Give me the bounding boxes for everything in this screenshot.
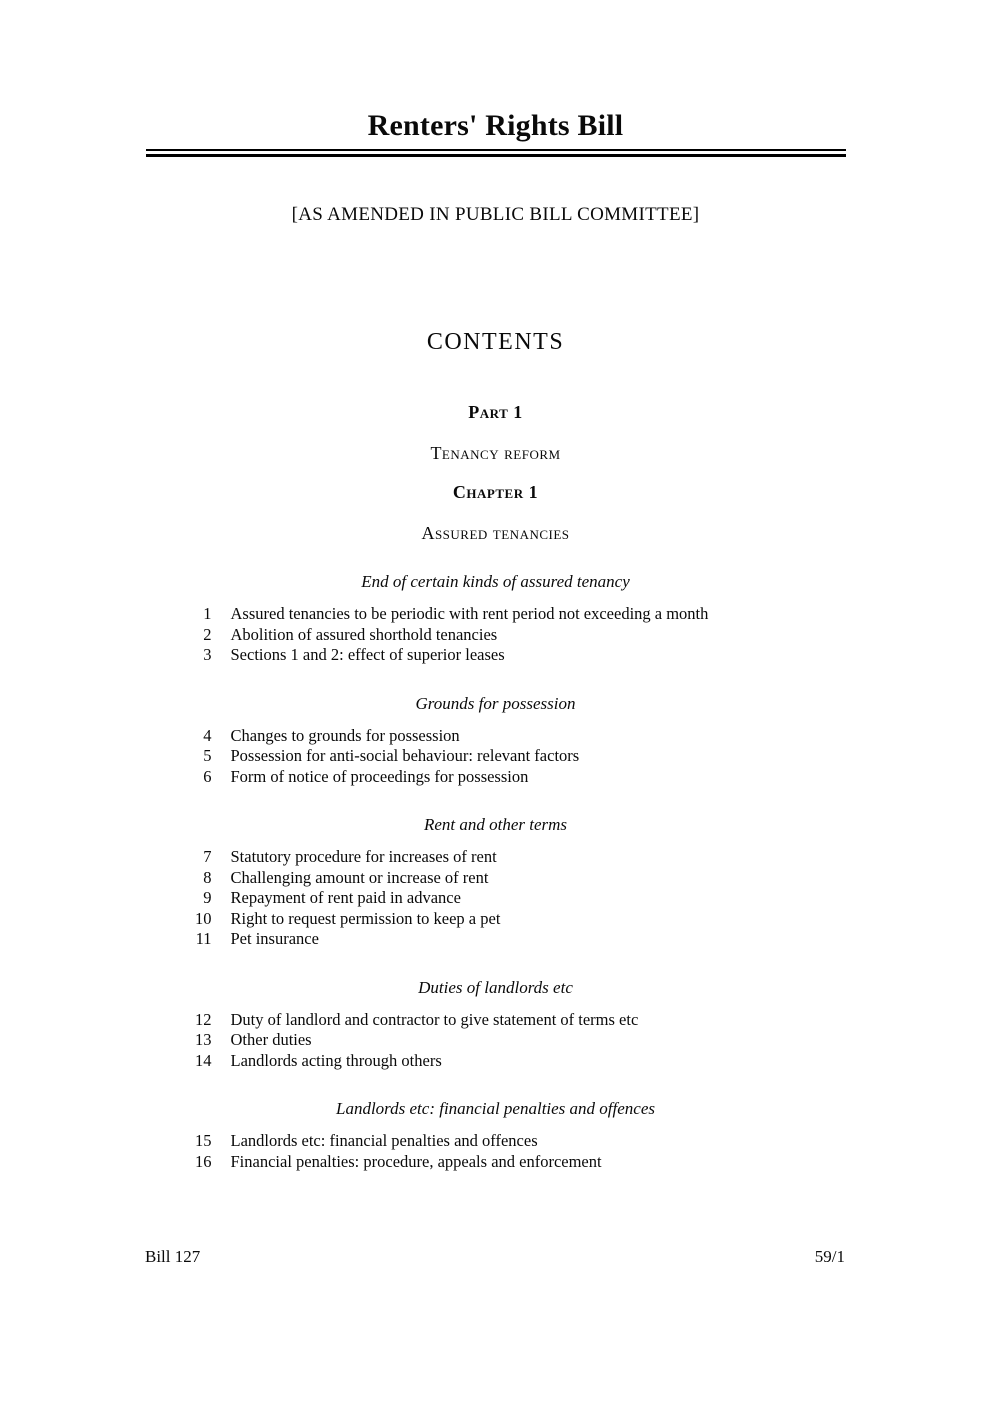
section-number: 7 bbox=[203, 847, 212, 866]
toc-item bbox=[146, 645, 846, 666]
toc-group bbox=[146, 726, 846, 788]
toc-item bbox=[146, 1030, 846, 1051]
toc-item bbox=[146, 909, 846, 930]
session-number: 59/1 bbox=[814, 1247, 845, 1266]
group-heading: Landlords etc: financial penalties and offences bbox=[335, 1099, 655, 1118]
toc-item bbox=[146, 1051, 846, 1072]
section-number: 15 bbox=[195, 1131, 212, 1150]
section-title: Repayment of rent paid in advance bbox=[230, 888, 461, 907]
group-heading: Grounds for possession bbox=[415, 693, 576, 713]
part-label: Part 1 bbox=[468, 402, 523, 422]
section-title: Financial penalties: procedure, appeals and enforcement bbox=[230, 1151, 602, 1171]
section-title: Duty of landlord and contractor to give statement of terms etc bbox=[230, 1009, 639, 1029]
section-title: Landlords acting through others bbox=[230, 1050, 442, 1070]
toc-item bbox=[146, 868, 846, 889]
section-number: 14 bbox=[195, 1050, 212, 1070]
bill-number: Bill 127 bbox=[145, 1247, 201, 1266]
section-title: Right to request permission to keep a pet bbox=[230, 908, 501, 928]
group-heading: Rent and other terms bbox=[423, 815, 568, 834]
page-title: Renters' Rights Bill bbox=[367, 109, 624, 142]
page-footer bbox=[145, 1246, 845, 1268]
contents-heading: CONTENTS bbox=[426, 329, 565, 355]
section-number: 3 bbox=[203, 645, 212, 664]
section-title: Pet insurance bbox=[230, 929, 319, 948]
toc-group bbox=[146, 847, 846, 950]
toc-item bbox=[146, 1131, 846, 1152]
toc-item bbox=[146, 767, 846, 788]
section-title: Form of notice of proceedings for possession bbox=[230, 766, 529, 786]
chapter-title: Assured tenancies bbox=[421, 523, 570, 543]
toc-item bbox=[146, 888, 846, 909]
section-title: Abolition of assured shorthold tenancies bbox=[230, 624, 498, 644]
toc-group bbox=[146, 1010, 846, 1072]
section-number: 6 bbox=[203, 766, 212, 786]
toc-item bbox=[146, 847, 846, 868]
part-title: Tenancy reform bbox=[430, 443, 561, 463]
section-title: Statutory procedure for increases of rent bbox=[230, 847, 497, 866]
section-title: Assured tenancies to be periodic with rent period not exceeding a month bbox=[230, 604, 709, 623]
section-number: 13 bbox=[195, 1030, 212, 1049]
section-title: Possession for anti-social behaviour: relevant factors bbox=[230, 746, 580, 765]
section-number: 10 bbox=[195, 908, 212, 928]
toc-group bbox=[146, 604, 846, 666]
section-number: 9 bbox=[203, 888, 212, 907]
toc-item bbox=[146, 604, 846, 625]
section-number: 2 bbox=[203, 624, 212, 644]
toc-item bbox=[146, 625, 846, 646]
group-heading: Duties of landlords etc bbox=[418, 977, 573, 997]
document-content bbox=[146, 0, 846, 1172]
toc-item bbox=[146, 726, 846, 747]
toc-item bbox=[146, 746, 846, 767]
section-title: Landlords etc: financial penalties and offences bbox=[230, 1131, 538, 1150]
section-number: 16 bbox=[195, 1151, 212, 1171]
section-number: 5 bbox=[203, 746, 212, 765]
section-number: 11 bbox=[195, 929, 212, 948]
group-heading: End of certain kinds of assured tenancy bbox=[361, 572, 630, 591]
section-number: 8 bbox=[203, 867, 212, 887]
toc-item bbox=[146, 1152, 846, 1173]
section-number: 1 bbox=[203, 604, 212, 623]
section-title: Changes to grounds for possession bbox=[230, 725, 460, 745]
toc-item bbox=[146, 1010, 846, 1031]
section-title: Other duties bbox=[230, 1030, 312, 1049]
section-title: Sections 1 and 2: effect of superior leases bbox=[230, 645, 505, 664]
section-number: 12 bbox=[195, 1009, 212, 1029]
chapter-label: Chapter 1 bbox=[452, 482, 539, 502]
toc-group bbox=[146, 1131, 846, 1172]
title-divider bbox=[146, 149, 846, 157]
toc-item bbox=[146, 929, 846, 950]
section-number: 4 bbox=[203, 725, 212, 745]
amendment-note: [AS AMENDED IN PUBLIC BILL COMMITTEE] bbox=[291, 204, 700, 225]
section-title: Challenging amount or increase of rent bbox=[230, 867, 489, 887]
